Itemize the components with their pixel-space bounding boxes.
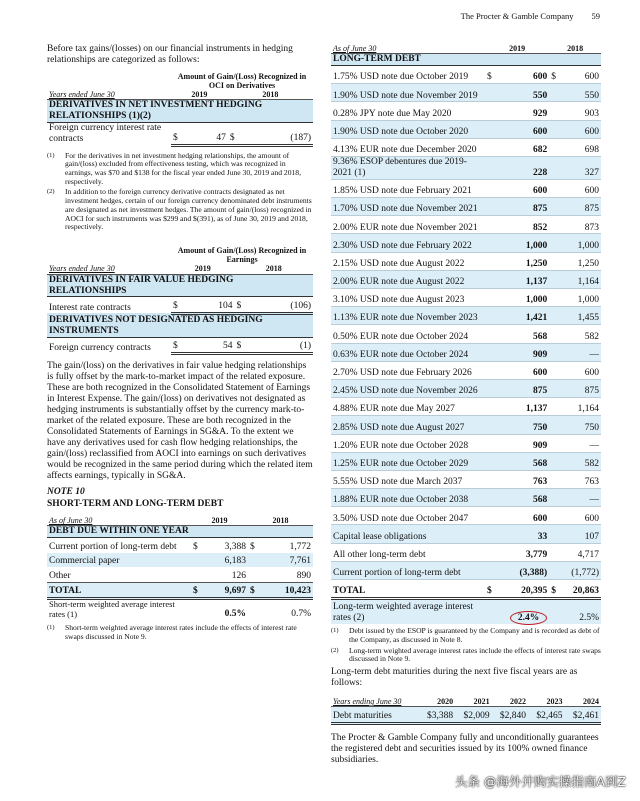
earn-row2-2018: (1) [255,337,313,354]
lt-cur [485,452,496,470]
st-cur [248,567,263,582]
maturities-text: Long-term debt maturities during the next five fiscal years are as follows: [331,667,578,688]
earn-row2-2019: 54 [192,337,235,354]
lt-cur [485,507,496,525]
lt-val-2018: 582 [560,452,601,470]
lt-total-cur: $ [549,580,560,599]
lt-cur [485,307,496,325]
lt-val-2019: 929 [496,102,549,120]
lt-row-label: 2.00% EUR note due November 2021 [331,216,485,234]
lt-cur [485,234,496,252]
lt-row-label: 0.28% JPY note due May 2020 [331,102,485,120]
table-row [331,525,601,543]
st-total-cur: $ [191,582,206,599]
lt-cur [485,434,496,452]
lt-cur [549,120,560,138]
lt-cur [549,102,560,120]
lt-val-2018: — [560,434,601,452]
oci-year-2019: 2019 [171,90,228,100]
lt-val-2018: 750 [560,416,601,434]
earn-row2-cur2: $ [235,337,256,354]
footnote-mark: (1) [331,627,339,635]
lt-row-label: 0.50% EUR note due October 2024 [331,325,485,343]
lt-cur [485,157,496,180]
oci-section: DERIVATIVES IN NET INVESTMENT HEDGING RELATIONSHIPS (1)(2) [47,100,313,123]
lt-cur [549,325,560,343]
lt-cur [549,289,560,307]
lt-row-label: 3.10% USD note due August 2023 [331,289,485,307]
table-row [331,198,601,216]
st-cur: $ [193,541,198,552]
st-row-label: Commercial paper [47,553,191,568]
lt-val-2019: 909 [496,343,549,361]
lt-cur [549,416,560,434]
st-rate-2018: 0.7% [291,609,311,620]
st-val-2019: 6,183 [206,553,248,568]
table-row [331,216,601,234]
lt-val-2018: 600 [560,120,601,138]
lt-cur [485,379,496,397]
earn-year-2019: 2019 [171,264,235,274]
lt-cur [549,561,560,579]
lt-val-2018: 327 [560,157,601,180]
st-val-2019: 3,388 [224,541,247,552]
lt-val-2019: 875 [496,379,549,397]
watermark: 头条 @海外并购实操指南A到Z [454,773,626,789]
oci-col-label: Years ended June 30 [47,90,171,100]
st-total-cur: $ [248,582,263,599]
earn-section-1: DERIVATIVES IN FAIR VALUE HEDGING RELATIONSHIPS [47,274,313,297]
footnote-text: Debt issued by the ESOP is guaranteed by the Company and is recorded as debt of the Company, as discussed in Note 8. [349,626,600,644]
short-term-debt-table [47,516,313,620]
table-row [331,507,601,525]
lt-val-2018: 600 [560,66,601,84]
lt-val-2018: — [560,489,601,507]
lt-row-label: 1.25% EUR note due October 2029 [331,452,485,470]
mat-value: $3,388 [419,707,455,724]
st-cur: $ [250,541,255,552]
table-row [331,434,601,452]
table-row [331,234,601,252]
oci-val-2018: (187) [250,123,313,145]
lt-val-2018: 1,000 [560,234,601,252]
oci-year-2018: 2018 [228,90,313,100]
lt-cur [549,84,560,102]
lt-val-2019: 875 [496,198,549,216]
lt-cur [485,179,496,197]
lt-cur [485,84,496,102]
lt-cur [549,343,560,361]
table-row [331,452,601,470]
lt-cur [485,216,496,234]
table-row [331,489,601,507]
lt-row-label: 4.13% EUR note due December 2020 [331,138,485,156]
note-number: NOTE 10 [47,487,85,498]
lt-row-label: 9.36% ESOP debentures due 2019-2021 (1) [331,157,485,180]
lt-total-2018: 20,863 [560,580,601,599]
lt-cur [485,289,496,307]
table-row [331,66,601,84]
st-cur [191,567,206,582]
lt-row-label: 2.15% USD note due August 2022 [331,252,485,270]
footnote [47,152,313,187]
lt-row-label: 2.70% USD note due February 2026 [331,361,485,379]
lt-cur [549,234,560,252]
st-section: DEBT DUE WITHIN ONE YEAR [47,526,313,538]
st-col-label: As of June 30 [47,516,191,526]
lt-val-2019: 1,137 [496,270,549,288]
earn-row2-label: Foreign currency contracts [49,342,151,353]
table-row [331,270,601,288]
lt-cur [485,138,496,156]
footnote-text: For the derivatives in net investment hedging relationships, the amount of gain/(loss) excluded from effectiveness testing, which was recognized in earnings, was $70 and $138 for the fiscal year ended June 30, 2019 and 2018, respectively. [65,150,301,186]
st-total-2019: 9,697 [206,582,248,599]
oci-table [47,72,313,147]
table-row [331,379,601,397]
table-row [331,398,601,416]
lt-footnotes [331,627,601,664]
lt-cur [485,198,496,216]
lt-cur [485,543,496,561]
footnote-text: Long-term weighted average interest rates include the effects of interest rate swaps discussed in Note 9. [349,645,601,664]
lt-val-2019: 568 [496,452,549,470]
table-row [331,470,601,488]
st-total-label: TOTAL [47,582,191,599]
lt-val-2018: (1,772) [560,561,601,579]
lt-val-2019: 909 [496,434,549,452]
table-row [331,179,601,197]
table-row [331,416,601,434]
oci-val-2019: 47 [193,123,227,145]
lt-val-2019: 682 [496,138,549,156]
lt-val-2018: 1,164 [560,270,601,288]
earn-section-2: DERIVATIVES NOT DESIGNATED AS HEDGING INSTRUMENTS [47,313,313,337]
lt-cur: $ [485,66,496,84]
lt-val-2018: 582 [560,325,601,343]
table-row [331,138,601,156]
lt-val-2018: 600 [560,507,601,525]
st-row-label: Other [47,567,191,582]
earn-caption: Amount of Gain/(Loss) Recognized in Earnings [177,246,307,265]
lt-val-2019: 600 [496,120,549,138]
lt-cur [485,525,496,543]
lt-row-label: 0.63% EUR note due October 2024 [331,343,485,361]
lt-cur [485,489,496,507]
right-column [331,44,601,772]
table-row [331,84,601,102]
st-cur [191,553,206,568]
lt-row-label: 1.90% USD note due November 2019 [331,84,485,102]
lt-val-2019: 568 [496,489,549,507]
lt-cur [485,252,496,270]
table-row [331,307,601,325]
table-row [331,343,601,361]
footnote-mark: (1) [47,151,55,159]
lt-val-2019: 852 [496,216,549,234]
footnote-mark: (2) [331,646,339,654]
lt-total-label: TOTAL [331,580,485,599]
page-header [461,12,600,22]
table-row [331,289,601,307]
lt-cur: $ [549,66,560,84]
mat-value: $2,840 [492,707,528,724]
oci-footnotes [47,152,313,232]
lt-cur [549,379,560,397]
st-cur [248,553,263,568]
lt-cur [485,102,496,120]
lt-val-2018: 903 [560,102,601,120]
lt-cur [549,434,560,452]
note-title: SHORT-TERM AND LONG-TERM DEBT [47,499,224,510]
lt-cur [549,361,560,379]
table-row [331,561,601,579]
footnote [331,647,601,664]
lt-row-label: 1.70% USD note due November 2021 [331,198,485,216]
lt-val-2018: 550 [560,84,601,102]
lt-val-2018: 1,455 [560,307,601,325]
earn-row1-cur2: $ [235,297,256,314]
lt-val-2019: 550 [496,84,549,102]
lt-val-2018: 107 [560,525,601,543]
st-val-2018: 890 [263,567,313,582]
lt-val-2019: 600 [496,179,549,197]
st-rate-label: Short-term weighted average interest rates (1) [49,599,175,620]
lt-val-2019: 1,137 [496,398,549,416]
lt-val-2018: 4,717 [560,543,601,561]
table-row [331,325,601,343]
guarantee-text: The Procter & Gamble Company fully and unconditionally guarantees the registered debt and securities issued by its 100% owned finance subsidiaries. [331,733,599,765]
lt-cur [549,452,560,470]
lt-val-2019: (3,388) [496,561,549,579]
lt-val-2019: 600 [496,507,549,525]
company-name: The Procter & Gamble Company [460,11,574,21]
lt-row-label: 5.55% USD note due March 2037 [331,470,485,488]
earn-row1-cur: $ [171,297,192,314]
earn-row1-2018: (106) [255,297,313,314]
footnote [47,188,313,232]
lt-val-2019: 600 [496,361,549,379]
footnote-mark: (2) [47,188,55,196]
oci-cur-2018: $ [228,123,250,145]
lt-row-label: 1.85% USD note due February 2021 [331,179,485,197]
st-val-2019: 126 [206,567,248,582]
footnote [47,624,313,641]
oci-caption: Amount of Gain/(Loss) Recognized in OCI on Derivatives [177,71,307,91]
lt-val-2018: 875 [560,379,601,397]
lt-cur [549,507,560,525]
lt-cur [549,543,560,561]
lt-row-label: 1.75% USD note due October 2019 [331,66,485,84]
lt-row-label: 1.13% EUR note due November 2023 [331,307,485,325]
mat-value: $2,461 [565,707,602,724]
table-row [331,543,601,561]
long-term-debt-table [331,44,601,624]
lt-val-2019: 750 [496,416,549,434]
lt-row-label: 1.90% USD note due October 2020 [331,120,485,138]
table-row [331,102,601,120]
lt-cur [549,489,560,507]
st-row-label: Current portion of long-term debt [49,541,177,552]
lt-rate-2019: 2.4% [510,611,547,625]
lt-val-2019: 3,779 [496,543,549,561]
earnings-table [47,246,313,355]
footnote-mark: (1) [47,623,55,631]
lt-val-2019: 33 [496,525,549,543]
table-row [331,361,601,379]
lt-val-2019: 1,250 [496,252,549,270]
lt-val-2019: 228 [496,157,549,180]
mat-year: 2023 [528,697,564,707]
lt-cur [485,361,496,379]
lt-row-label: All other long-term debt [331,543,485,561]
lt-cur [549,252,560,270]
page-number: 59 [591,11,600,21]
oci-cur-2019: $ [171,123,193,145]
mat-year: 2020 [419,697,455,707]
lt-val-2018: 600 [560,361,601,379]
lt-val-2019: 763 [496,470,549,488]
lt-cur [549,138,560,156]
lt-cur [485,325,496,343]
lt-cur [485,416,496,434]
lt-row-label: Capital lease obligations [331,525,485,543]
lt-cur [549,525,560,543]
lt-cur [549,198,560,216]
lt-year-2018: 2018 [549,44,601,54]
lt-val-2019: 600 [496,66,549,84]
mat-col-label: Years ending June 30 [331,697,419,707]
lt-cur [485,270,496,288]
lt-val-2018: 600 [560,179,601,197]
lt-cur [549,307,560,325]
lt-cur [549,270,560,288]
lt-val-2018: 1,250 [560,252,601,270]
lt-val-2018: 698 [560,138,601,156]
lt-total-2019: 20,395 [496,580,549,599]
lt-section: LONG-TERM DEBT [331,54,601,66]
lt-cur [549,470,560,488]
maturities-table [331,697,601,725]
lt-cur [485,561,496,579]
mat-value: $2,465 [528,707,564,724]
lt-val-2019: 1,000 [496,289,549,307]
lt-val-2018: 873 [560,216,601,234]
lt-cur [485,398,496,416]
table-row [331,157,601,180]
mat-row-label: Debt maturities [331,707,419,724]
lt-val-2018: 875 [560,198,601,216]
intro-text: Before tax gains/(losses) on our financial instruments in hedging relationships are categorized as follows: [47,44,293,65]
lt-row-label: 2.85% USD note due August 2027 [331,416,485,434]
mat-year: 2022 [492,697,528,707]
earn-row2-cur: $ [171,337,192,354]
lt-val-2019: 568 [496,325,549,343]
mat-year: 2024 [565,697,602,707]
lt-cur [485,470,496,488]
lt-year-2019: 2019 [485,44,549,54]
st-year-2019: 2019 [191,516,248,526]
mat-value: $2,009 [455,707,491,724]
body-paragraph: The gain/(loss) on the derivatives in fair value hedging relationships is fully offset by the mark-to-market impact of the related exposure. These are both recognized in the Consolidated Statement of Earnings in Interest Expense. The gain/(loss) on derivatives not designated as hedging instruments is substantially offset by the currency mark-to-market of the related exposure. These are both recognized in the Consolidated Statements of Earnings in SG&A. To the extent we have any derivatives used for cash flow hedging relationships, the gain/(loss) reclassified from AOCI into earnings on such derivatives would be recognized in the same period during which the related item affects earnings, typically in SG&A. [47,361,313,481]
lt-row-label: 2.00% EUR note due August 2022 [331,270,485,288]
table-row [331,252,601,270]
lt-row-label: 4.88% EUR note due May 2027 [331,398,485,416]
st-year-2018: 2018 [248,516,313,526]
lt-cur [549,216,560,234]
mat-year: 2021 [455,697,491,707]
lt-cur [485,120,496,138]
lt-val-2019: 1,000 [496,234,549,252]
oci-row-label: Foreign currency interest rate contracts [49,123,162,145]
lt-row-label: 2.30% USD note due February 2022 [331,234,485,252]
lt-val-2018: 1,164 [560,398,601,416]
st-rate-2019: 0.5% [224,609,247,620]
st-val-2018: 1,772 [289,541,311,552]
lt-total-cur: $ [485,580,496,599]
lt-cur [549,179,560,197]
lt-val-2018: 1,000 [560,289,601,307]
earn-row1-2019: 104 [192,297,235,314]
lt-cur [485,343,496,361]
table-row [331,120,601,138]
footnote-text: In addition to the foreign currency derivative contracts designated as net investment hedges, certain of our foreign currency denominated debt instruments are designated as net investment hedges. The amount of gain/(loss) recognized in AOCI for such instruments was $299 and $(391), as of June 30, 2019 and 2018, respectively. [65,187,312,232]
st-val-2018: 7,761 [263,553,313,568]
left-column [47,44,313,643]
lt-val-2018: — [560,343,601,361]
lt-rate-2018: 2.5% [560,599,601,625]
lt-rate-label: Long-term weighted average interest rates (2) [331,599,485,625]
earn-col-label: Years ended June 30 [47,264,171,274]
lt-row-label: Current portion of long-term debt [331,561,485,579]
lt-cur [549,398,560,416]
earn-year-2018: 2018 [235,264,313,274]
lt-row-label: 1.88% EUR note due October 2038 [331,489,485,507]
lt-val-2019: 1,421 [496,307,549,325]
lt-row-label: 2.45% USD note due November 2026 [331,379,485,397]
lt-row-label: 1.20% EUR note due October 2028 [331,434,485,452]
lt-cur [549,157,560,180]
st-total-2018: 10,423 [263,582,313,599]
lt-col-label: As of June 30 [331,44,485,54]
lt-val-2018: 763 [560,470,601,488]
footnote-text: Short-term weighted average interest rates include the effects of interest rate swaps discussed in Note 9. [65,622,297,641]
earn-row1-label: Interest rate contracts [49,302,131,313]
lt-row-label: 3.50% USD note due October 2047 [331,507,485,525]
footnote [331,627,601,644]
